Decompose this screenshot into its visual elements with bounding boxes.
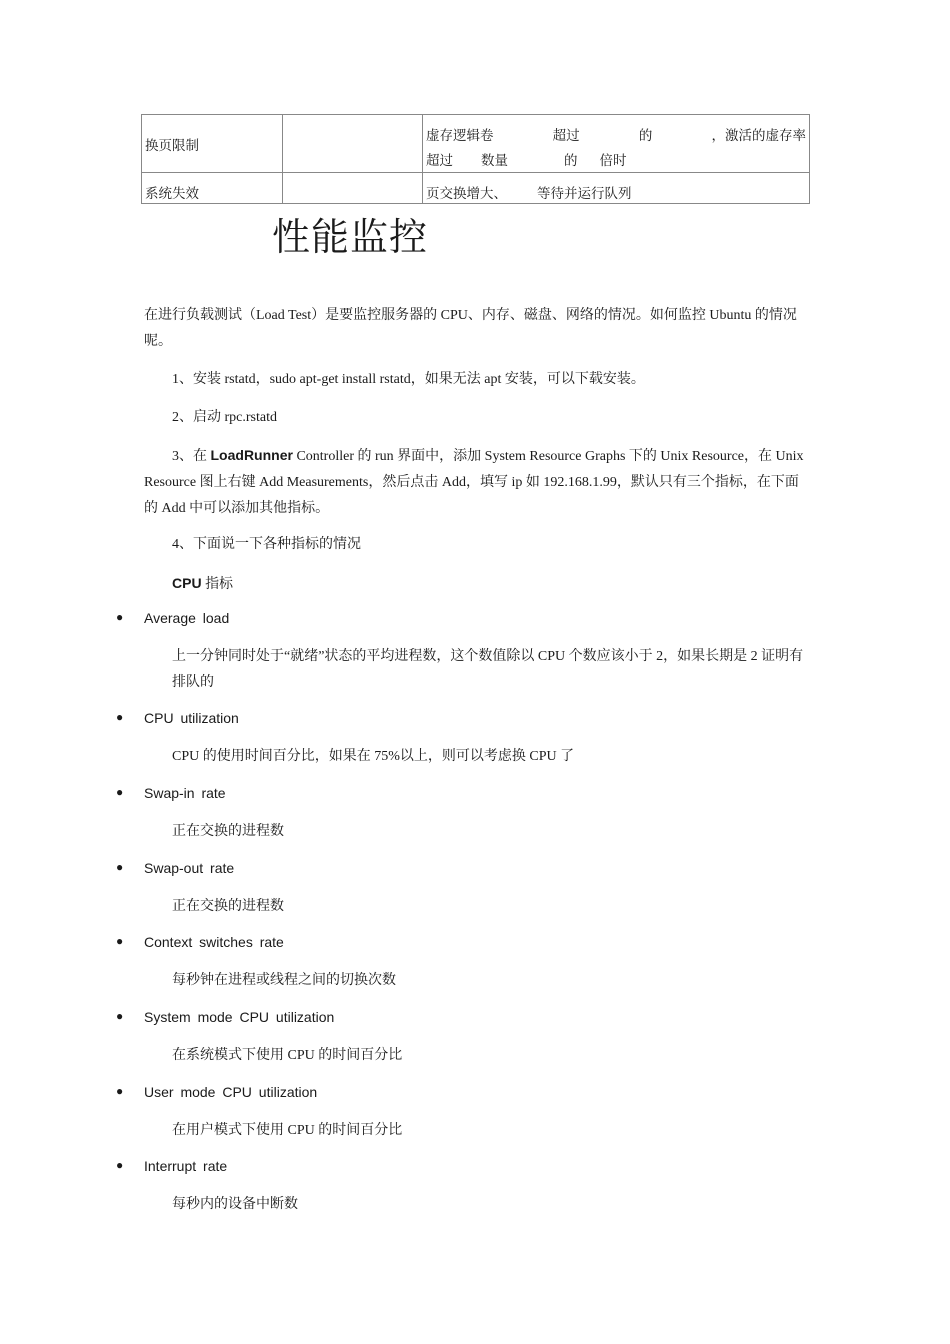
metric-name: CPU utilization <box>144 710 239 726</box>
metric-description: 正在交换的进程数 <box>172 899 284 914</box>
intro-paragraph: 在进行负载测试（Load Test）是要监控服务器的 CPU、内存、磁盘、网络的情况。如何监控 Ubuntu 的情况呢。 <box>144 308 797 349</box>
table-row <box>142 173 809 203</box>
metric-name: Swap-in rate <box>144 785 226 801</box>
metric-description: CPU 的使用时间百分比，如果在 75%以上，则可以考虑换 CPU 了 <box>172 749 575 764</box>
metric-description: 在系统模式下使用 CPU 的时间百分比 <box>172 1048 403 1063</box>
page-title: 性能监控 <box>272 217 429 259</box>
table-cell <box>283 115 423 172</box>
metric-description: 每秒钟在进程或线程之间的切换次数 <box>172 973 396 988</box>
section-heading: CPU 指标 <box>172 575 234 592</box>
bullet-icon: ● <box>116 860 124 874</box>
metric-name: Swap-out rate <box>144 860 235 876</box>
metric-name: Average load <box>144 610 230 626</box>
bullet-icon: ● <box>116 710 124 724</box>
step-1: 1、安装 rstatd，sudo apt-get install rstatd，如果无法 apt 安装，可以下载安装。 <box>172 372 645 387</box>
bullet-icon: ● <box>116 785 124 799</box>
bullet-icon: ● <box>116 610 124 624</box>
metric-name: System mode CPU utilization <box>144 1009 335 1025</box>
table-cell: 系统失效 <box>142 173 283 203</box>
step-4: 4、下面说一下各种指标的情况 <box>172 537 361 552</box>
table-row <box>142 115 809 173</box>
metric-description: 每秒内的设备中断数 <box>172 1197 298 1212</box>
bullet-icon: ● <box>116 934 124 948</box>
metric-description: 正在交换的进程数 <box>172 824 284 839</box>
metric-name: Interrupt rate <box>144 1158 228 1174</box>
metric-description: 在用户模式下使用 CPU 的时间百分比 <box>172 1123 403 1138</box>
table-cell <box>283 173 423 203</box>
table-cell: 换页限制 <box>142 115 283 172</box>
table-cell <box>423 115 809 172</box>
cell-line: 超过 数量 的 倍时 <box>426 153 627 168</box>
step-2: 2、启动 rpc.rstatd <box>172 410 277 425</box>
metric-name: Context switches rate <box>144 934 284 950</box>
bullet-icon: ● <box>116 1158 124 1172</box>
product-name: LoadRunner <box>210 447 293 463</box>
metric-description: 上一分钟同时处于“就绪”状态的平均进程数，这个数值除以 CPU 个数应该小于 2，如果长期是 2 证明有排队的 <box>172 649 804 690</box>
table-cell: 页交换增大、 等待并运行队列 <box>426 186 632 201</box>
cell-line: 虚存逻辑卷 超过 的 ，激活的虚存率 <box>426 128 806 143</box>
bullet-icon: ● <box>116 1084 124 1098</box>
bullet-icon: ● <box>116 1009 124 1023</box>
threshold-table <box>141 114 810 204</box>
step-3: 3、在 LoadRunner Controller 的 run 界面中，添加 System Resource Graphs 下的 Unix Resource，在 Unix Resource 图上右键 Add Measurements，然后点击 Add，填写 ip 如 192.168.1.99，默认只有三个指标，在下面的 Add 中可以添加其他指标。 <box>144 447 804 516</box>
metric-name: User mode CPU utilization <box>144 1084 318 1100</box>
